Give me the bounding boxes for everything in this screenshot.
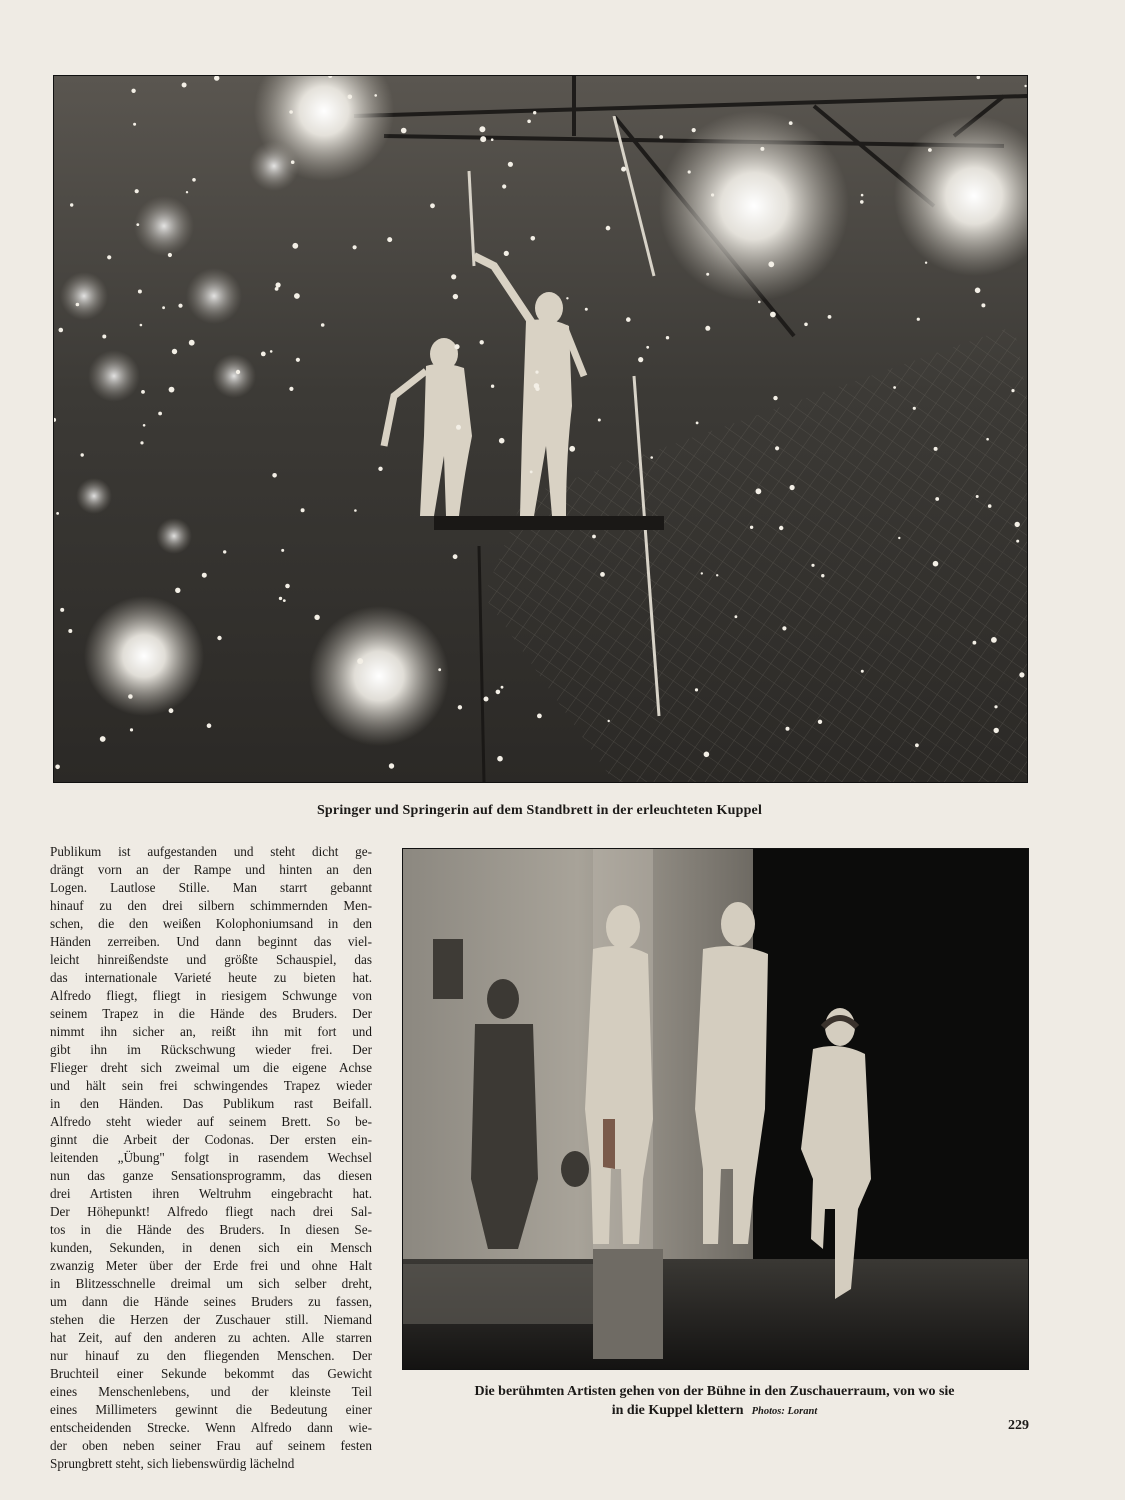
dome-light-dot [592, 535, 596, 539]
article-line: nun das ganze Sensationsprogramm, das diesen [50, 1168, 372, 1183]
dome-light-dot [530, 471, 533, 474]
dome-light-dot [202, 573, 207, 578]
artists-stage-photo-image [403, 849, 1028, 1369]
dome-light-dot [975, 288, 981, 294]
dome-light-dot [261, 352, 266, 357]
dome-light-dot [608, 720, 610, 722]
article-line: und hält sein frei schwingendes Trapez wieder [50, 1078, 372, 1093]
top-photo-caption: Springer und Springerin auf dem Standbrett in der erleuchteten Kuppel [316, 803, 763, 818]
dome-light-dot [981, 303, 985, 307]
dome-light-dot [456, 425, 461, 430]
dome-light-dot [994, 705, 997, 708]
dome-light-dot [1019, 672, 1024, 677]
dome-light-dot [773, 396, 777, 400]
article-line: gibt ihn im Rückschwung wieder frei. Der [50, 1042, 372, 1057]
dome-light-dot [600, 572, 605, 577]
dome-light-dot [598, 419, 601, 422]
dome-light-dot [1011, 389, 1014, 392]
dome-light-dot [501, 686, 504, 689]
dome-light-dot [192, 178, 196, 182]
dome-light-dot [60, 608, 64, 612]
dome-light-dot [770, 312, 776, 318]
dome-light-dot [162, 306, 165, 309]
dome-light-dot [451, 274, 456, 279]
dome-light-dot [531, 236, 536, 241]
dome-light-dot [991, 637, 997, 643]
dome-light-dot [272, 473, 277, 478]
dome-light-dot [768, 261, 774, 267]
article-line: eines Millimeters gewinnt die Bedeutung einer [50, 1402, 372, 1417]
dome-light-dot [70, 203, 73, 206]
dome-light-dot [289, 387, 293, 391]
dome-light-dot [480, 340, 484, 344]
dome-light-dot [692, 128, 696, 132]
dome-light-dot [716, 574, 718, 576]
dome-light-dot [711, 193, 714, 196]
dome-light-dot [479, 126, 485, 132]
dome-light-dot [296, 358, 300, 362]
article-line: drei Artisten ihren Weltruhm eingebracht hat. [50, 1186, 372, 1201]
dome-light-dot [893, 386, 896, 389]
dome-light-dot [491, 385, 494, 388]
article-line: kunden, Sekunden, in denen sich ein Mensch [50, 1240, 372, 1255]
stage-light [212, 354, 256, 398]
dome-light-dot [454, 344, 459, 349]
dome-light-dot [292, 243, 298, 249]
dome-light-dot [189, 340, 195, 346]
article-line: nur hinauf zu den fliegenden Menschen. Der [50, 1348, 372, 1363]
article-line: das internationale Varieté heute zu bieten hat. [50, 970, 372, 985]
dome-light-dot [789, 121, 793, 125]
article-line: in Blitzesschnelle dreimal um sich selber dreht, [50, 1276, 372, 1291]
dome-light-dot [353, 245, 357, 249]
dome-light-dot [821, 574, 824, 577]
dome-light-dot [276, 282, 281, 287]
dome-light-dot [430, 203, 435, 208]
stage-light [60, 272, 108, 320]
stage-light [134, 196, 194, 256]
dome-light-dot [861, 194, 864, 197]
dome-light-dot [374, 94, 377, 97]
article-line: drängt vorn an der Rampe und hinten an den [50, 862, 372, 877]
dome-light-dot [804, 323, 808, 327]
article-line: zwanzig Meter über der Erde frei und ohne Halt [50, 1258, 372, 1273]
dome-light-dot [140, 324, 143, 327]
dome-light-dot [378, 467, 382, 471]
dome-light-dot [986, 438, 989, 441]
stage-light [659, 111, 849, 301]
dome-light-dot [775, 446, 779, 450]
dome-light-dot [535, 387, 539, 391]
article-line: stehen die Herzen der Zuschauer still. Niemand [50, 1312, 372, 1327]
article-line: entscheidenden Strecke. Wenn Alfredo dann wie- [50, 1420, 372, 1435]
article-line: Alfredo fliegt, fliegt in riesigem Schwunge von [50, 988, 372, 1003]
dome-light-dot [182, 83, 187, 88]
dome-light-dot [695, 688, 698, 691]
dome-light-dot [1016, 540, 1019, 543]
bottom-caption-line-1: Die berühmten Artisten gehen von der Bühne in den Zuschauerraum, von wo sie [474, 1384, 955, 1399]
dome-light-dot [502, 184, 506, 188]
stage-light [186, 268, 242, 324]
article-line: Der Höhepunkt! Alfredo fliegt nach drei Sal- [50, 1204, 372, 1219]
stage-light [84, 596, 204, 716]
dome-light-dot [279, 597, 282, 600]
dome-light-dot [861, 670, 864, 673]
article-line: ginnt die Arbeit der Codonas. Der ersten ein- [50, 1132, 372, 1147]
dome-light-dot [68, 629, 72, 633]
dome-light-dot [136, 223, 139, 226]
dome-light-dot [934, 447, 938, 451]
article-line: Bruchteil einer Sekunde bekommt das Gewicht [50, 1366, 372, 1381]
dome-light-dot [818, 720, 822, 724]
bottom-caption-line-2 [402, 1401, 1027, 1421]
dome-light-dot [782, 626, 786, 630]
dome-light-dot [496, 690, 501, 695]
page-number: 229 [1008, 1418, 1029, 1433]
dome-light-dot [138, 290, 142, 294]
dome-light-dot [706, 273, 709, 276]
dome-light-dot [168, 253, 172, 257]
dome-light-dot [701, 572, 703, 574]
dome-light-dot [569, 446, 575, 452]
dome-light-dot [285, 584, 290, 589]
dome-light-dot [270, 350, 273, 353]
dome-light-dot [988, 504, 992, 508]
stage-light [88, 350, 140, 402]
dome-light-dot [186, 191, 188, 193]
dome-light-dot [735, 615, 738, 618]
dome-light-dot [348, 95, 353, 100]
dome-light-dot [453, 294, 458, 299]
dome-light-dot [811, 564, 814, 567]
dome-light-dot [289, 110, 293, 114]
dome-light-dot [537, 714, 542, 719]
article-line: leitenden „Übung" folgt in rasendem Wechsel [50, 1150, 372, 1165]
article-line: hat Zeit, auf den anderen zu achten. Alle starren [50, 1330, 372, 1345]
dome-light-dot [100, 736, 106, 742]
dome-light-dot [236, 370, 240, 374]
dome-light-dot [321, 323, 325, 327]
dome-light-dot [140, 441, 143, 444]
dome-light-dot [504, 251, 509, 256]
article-line: seinem Trapez in die Hände des Bruders. Der [50, 1006, 372, 1021]
trapeze-dome-photo [53, 75, 1028, 783]
dome-light-dot [301, 508, 305, 512]
dome-light-dot [135, 189, 139, 193]
article-line: in den Händen. Das Publikum rast Beifall. [50, 1096, 372, 1111]
dome-light-dot [666, 336, 669, 339]
dome-light-dot [650, 456, 653, 459]
dome-light-dot [158, 412, 162, 416]
stage-light [76, 478, 112, 514]
article-line: eines Menschenlebens, und der kleinste Teil [50, 1384, 372, 1399]
dome-light-dot [898, 537, 900, 539]
dome-light-dot [59, 328, 64, 333]
dome-light-dot [535, 371, 538, 374]
trapeze-dome-photo-image [54, 76, 1027, 782]
dome-light-dot [458, 705, 462, 709]
article-line: Flieger dreht sich zweimal um die eigene Achse [50, 1060, 372, 1075]
dome-light-dot [638, 357, 643, 362]
dome-light-dot [294, 293, 300, 299]
dome-light-dot [169, 387, 175, 393]
article-line: schen, die den weißen Kolophoniumsand in den [50, 916, 372, 931]
dome-light-dot [169, 708, 174, 713]
article-line: um dann die Hände seines Bruders zu fassen, [50, 1294, 372, 1309]
dome-light-dot [107, 255, 111, 259]
dome-light-dot [659, 135, 663, 139]
dome-light-dot [585, 308, 588, 311]
dome-light-dot [925, 262, 927, 264]
photo-credit: Photos: Lorant [751, 1406, 818, 1417]
dome-light-dot [178, 304, 182, 308]
dome-light-dot [131, 89, 135, 93]
stage-light [249, 141, 299, 191]
article-line: Publikum ist aufgestanden und steht dicht ge- [50, 844, 372, 859]
dome-light-dot [913, 407, 916, 410]
dome-light-dot [172, 349, 177, 354]
dome-light-dot [401, 128, 407, 134]
bottom-photo-caption [402, 1382, 1027, 1421]
dome-light-dot [143, 424, 146, 427]
dome-light-dot [497, 756, 503, 762]
dome-light-dot [55, 765, 60, 770]
article-text [50, 843, 372, 1473]
article-line: Sprungbrett steht, sich liebenswürdig lächelnd [50, 1456, 295, 1471]
artists-stage-photo [402, 848, 1029, 1370]
dome-light-dot [357, 658, 363, 664]
dome-light-dot [207, 723, 212, 728]
dome-light-dot [387, 237, 392, 242]
dome-light-dot [994, 728, 999, 733]
dome-light-dot [933, 561, 939, 567]
dome-light-dot [314, 615, 319, 620]
dome-light-dot [491, 138, 494, 141]
stage-light [156, 518, 192, 554]
article-line: Händen zerreiben. Und dann beginnt das viel- [50, 934, 372, 949]
dome-light-dot [779, 526, 783, 530]
dome-light-dot [973, 641, 977, 645]
dome-light-dot [438, 668, 441, 671]
dome-light-dot [750, 526, 753, 529]
bottom-caption-line-2-text: in die Kuppel klettern [611, 1403, 744, 1418]
dome-light-dot [453, 554, 458, 559]
dome-light-dot [283, 599, 286, 602]
dome-light-dot [705, 326, 710, 331]
dome-light-dot [275, 287, 279, 291]
dome-light-dot [688, 170, 691, 173]
dome-light-dot [566, 297, 568, 299]
dome-light-dot [621, 167, 626, 172]
stage-light [309, 606, 449, 746]
dome-light-dot [976, 495, 979, 498]
dome-light-dot [860, 200, 864, 204]
dome-light-dot [935, 497, 939, 501]
dome-light-dot [527, 120, 531, 124]
dome-light-dot [480, 136, 486, 142]
dome-light-dot [626, 317, 631, 322]
dome-light-dot [1024, 85, 1026, 87]
article-line: tos in die Hände des Bruders. In diesen Se- [50, 1222, 372, 1237]
dome-light-dot [533, 111, 536, 114]
dome-light-dot [758, 301, 761, 304]
dome-light-dot [606, 226, 611, 231]
dome-light-dot [508, 162, 513, 167]
dome-light-dot [1015, 522, 1020, 527]
dome-light-dot [928, 148, 932, 152]
dome-light-dot [217, 636, 221, 640]
dome-light-dot [133, 123, 136, 126]
dome-light-dot [704, 752, 710, 758]
dome-light-dot [760, 147, 764, 151]
dome-light-dot [281, 549, 284, 552]
article-line: hinauf zu den drei silbern schimmernden Men- [50, 898, 372, 913]
dome-light-dot [175, 588, 180, 593]
dome-light-dot [102, 335, 106, 339]
dome-light-dot [76, 303, 80, 307]
dome-light-dot [223, 550, 226, 553]
dome-light-dot [756, 488, 762, 494]
dome-light-dot [389, 763, 394, 768]
dome-light-dot [291, 160, 295, 164]
dome-light-dot [790, 485, 795, 490]
dome-light-dot [81, 453, 84, 456]
article-line: Logen. Lautlose Stille. Man starrt gebannt [50, 880, 372, 895]
dome-light-dot [484, 697, 489, 702]
dome-light-dot [499, 438, 505, 444]
dome-light-dot [646, 346, 649, 349]
dome-light-dot [128, 694, 133, 699]
dome-light-dot [917, 318, 920, 321]
article-line: Alfredo steht wieder auf seinem Brett. So be- [50, 1114, 372, 1129]
dome-light-dot [828, 315, 832, 319]
dome-light-dot [141, 390, 145, 394]
dome-light-dot [56, 512, 59, 515]
dome-light-dot [354, 509, 357, 512]
article-line: der oben neben seiner Frau auf seinem festen [50, 1438, 372, 1453]
dome-light-dot [786, 727, 790, 731]
dome-light-dot [915, 743, 919, 747]
dome-light-dot [696, 422, 699, 425]
dome-light-dot [130, 728, 133, 731]
article-line: leicht hinreißendste und größte Schauspiel, das [50, 952, 372, 967]
article-line: nimmt ihn sicher an, reißt ihn mit fort und [50, 1024, 372, 1039]
